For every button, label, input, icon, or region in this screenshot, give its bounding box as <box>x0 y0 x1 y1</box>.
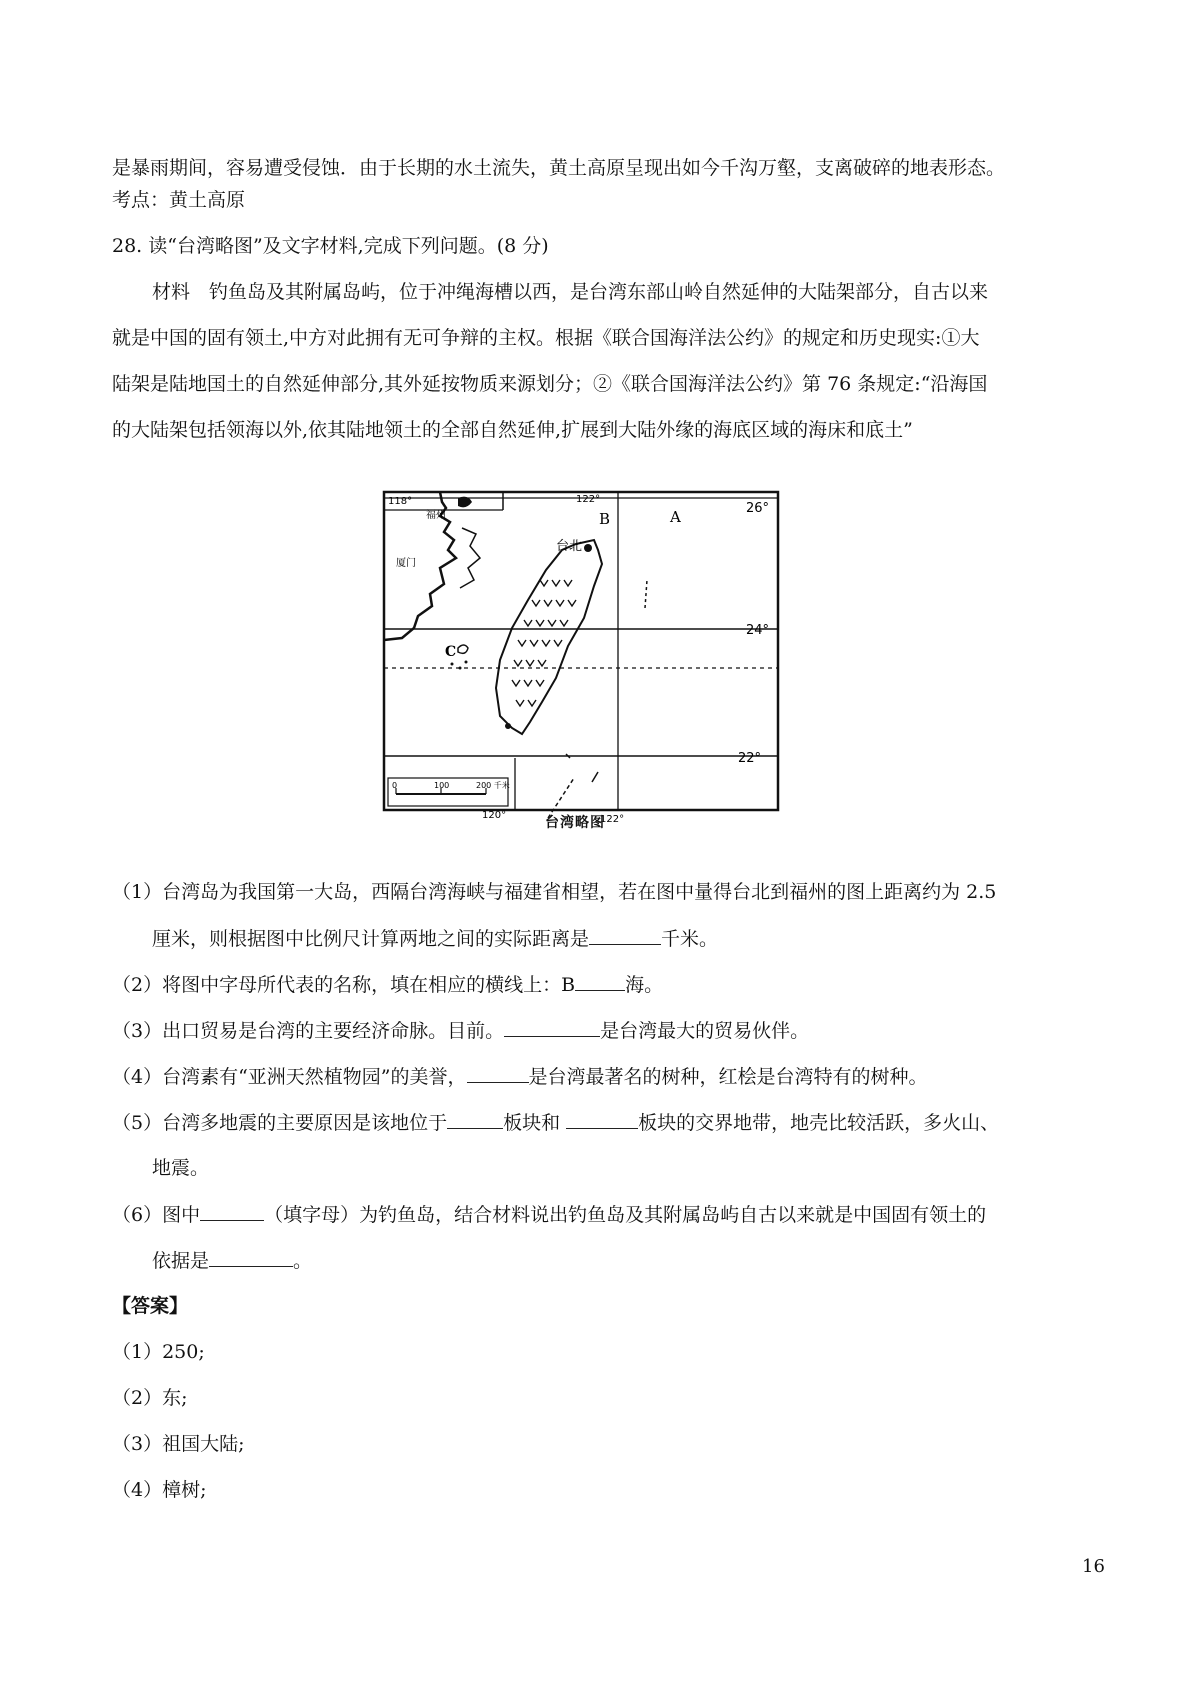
label-a: A <box>670 508 681 526</box>
answer-blank <box>467 1064 529 1083</box>
question-4: （4）台湾素有“亚洲天然植物园”的美誉， 是台湾最著名的树种，红桧是台湾特有的树种。 <box>112 1066 928 1088</box>
latitude-label: 26° <box>746 501 770 516</box>
scale-label: 100 <box>434 781 450 790</box>
answer-blank <box>575 972 625 991</box>
question-1a: （1）台湾岛为我国第一大岛，西隔台湾海峡与福建省相望，若在图中量得台北到福州的图上距离约为 2.5 <box>112 881 997 903</box>
scale-label: 200 千米 <box>476 781 510 790</box>
taiwan-map <box>380 488 782 840</box>
answer-line: （4）樟树; <box>112 1479 207 1501</box>
question-5a: （5）台湾多地震的主要原因是该地位于 板块和 板块的交界地带，地壳比较活跃，多火山、 <box>112 1112 1000 1134</box>
latitude-label: 22° <box>738 751 762 766</box>
answer-blank <box>566 1110 638 1129</box>
answer-blank <box>209 1248 293 1267</box>
answer-line: （3）祖国大陆; <box>112 1433 245 1455</box>
city-xiamen: 厦门 <box>396 558 416 569</box>
longitude-label: 120° <box>482 810 507 821</box>
question-title: 28. 读“台湾略图”及文字材料,完成下列问题。(8 分) <box>112 235 549 257</box>
scale-label: 0 <box>392 781 398 790</box>
answer-blank <box>589 926 661 945</box>
answer-line: （1）250; <box>112 1341 205 1363</box>
paragraph-line: 考点：黄土高原 <box>112 189 246 211</box>
longitude-label: 122° <box>576 494 601 505</box>
question-3: （3）出口贸易是台湾的主要经济命脉。目前。 是台湾最大的贸易伙伴。 <box>112 1020 810 1042</box>
question-5b: 地震。 <box>152 1157 210 1179</box>
question-1b: 厘米，则根据图中比例尺计算两地之间的实际距离是 千米。 <box>152 928 719 950</box>
page-number: 16 <box>1082 1556 1105 1577</box>
answer-heading: 【答案】 <box>112 1295 189 1317</box>
label-c: C <box>445 644 457 660</box>
question-2: （2）将图中字母所代表的名称，填在相应的横线上：B 海。 <box>112 974 664 996</box>
answer-blank <box>504 1018 600 1037</box>
city-taipei: 台北 <box>556 539 583 554</box>
answer-blank <box>200 1202 264 1221</box>
question-6b: 依据是 。 <box>152 1250 313 1272</box>
map-caption: 台湾略图 <box>545 815 605 831</box>
city-fuzhou: 福州 <box>426 510 446 521</box>
material-line: 材料 钓鱼岛及其附属岛屿，位于冲绳海槽以西，是台湾东部山岭自然延伸的大陆架部分，自古以来 <box>152 281 989 303</box>
longitude-label: 122° <box>600 814 625 825</box>
longitude-label: 118° <box>388 496 413 507</box>
label-b: B <box>599 510 611 528</box>
latitude-label: 24° <box>746 623 770 638</box>
paragraph-line: 是暴雨期间，容易遭受侵蚀．由于长期的水土流失，黄土高原呈现出如今千沟万壑，支离破碎的地表形态。 <box>112 157 1006 179</box>
material-line: 陆架是陆地国土的自然延伸部分,其外延按物质来源划分；②《联合国海洋法公约》第 76 条规定:“沿海国 <box>112 373 988 395</box>
material-line: 的大陆架包括领海以外,依其陆地领土的全部自然延伸,扩展到大陆外缘的海底区域的海床和底土” <box>112 419 913 441</box>
answer-blank <box>447 1110 503 1129</box>
answer-line: （2）东; <box>112 1387 188 1409</box>
material-line: 就是中国的固有领土,中方对此拥有无可争辩的主权。根据《联合国海洋法公约》的规定和历史现实:①大 <box>112 327 980 349</box>
question-6a: （6）图中 （填字母）为钓鱼岛，结合材料说出钓鱼岛及其附属岛屿自古以来就是中国固有领土的 <box>112 1204 987 1226</box>
